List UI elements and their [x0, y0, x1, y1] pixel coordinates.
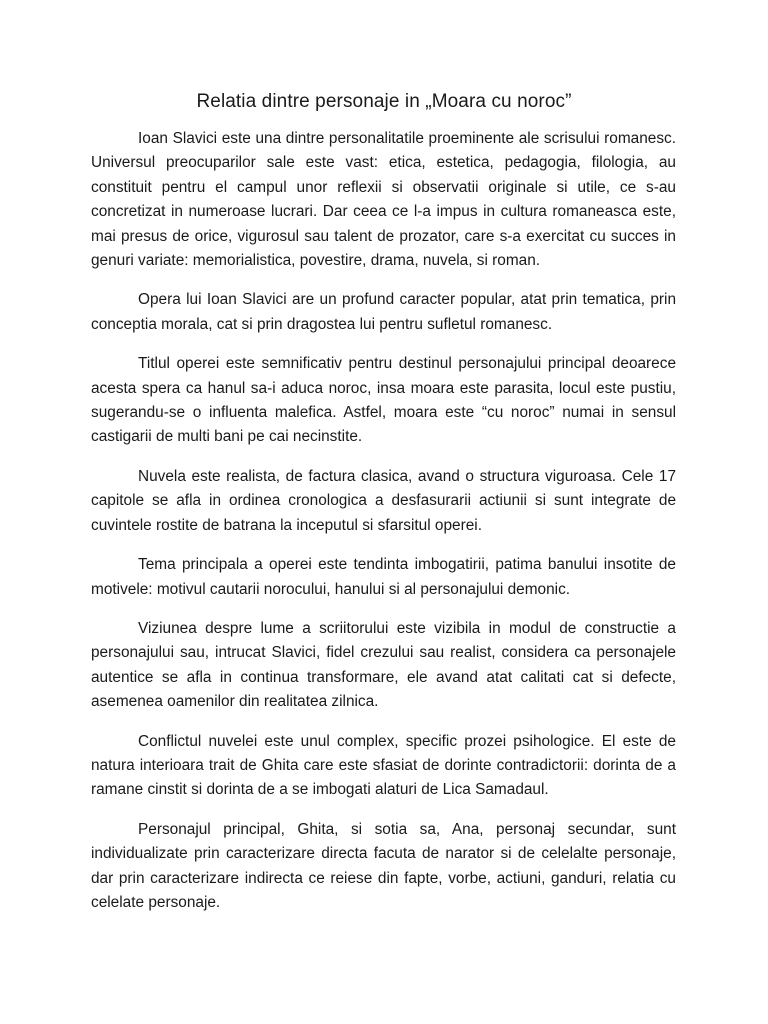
paragraph-5: Tema principala a operei este tendinta imbogatirii, patima banului insotite de motivele: motivul cautarii norocului, hanului si al personajului demonic.	[91, 556, 676, 598]
document-title: Relatia dintre personaje in „Moara cu noroc”	[196, 91, 572, 112]
paragraph-4: Nuvela este realista, de factura clasica, avand o structura viguroasa. Cele 17 capitole se afla in ordinea cronologica a desfasurarii actiunii si sunt integrate de cuvintele rostite de batrana la inceputul si sfarsitul operei.	[91, 467, 676, 534]
paragraph-6: Viziunea despre lume a scriitorului este vizibila in modul de constructie a personajului sau, intrucat Slavici, fidel crezului sau realist, considera ca personajele autentice se afla in continua transformare, ele avand atat calitati cat si defecte, asemenea oamenilor din realitatea zilnica.	[91, 619, 676, 711]
paragraph-7: Conflictul nuvelei este unul complex, specific prozei psihologice. El este de natura interioara trait de Ghita care este sfasiat de dorinte contradictorii: dorinta de a ramane cinstit si dorinta de a se imbogati alaturi de Lica Samadaul.	[91, 732, 676, 799]
paragraph-8: Personajul principal, Ghita, si sotia sa, Ana, personaj secundar, sunt individualizate prin caracterizare directa facuta de narator si de celelalte personaje, dar prin caracterizare indirecta ce reiese din fapte, vorbe, actiuni, ganduri, relatia cu celelate personaje.	[91, 820, 676, 911]
paragraph-1: Ioan Slavici este una dintre personalitatile proeminente ale scrisului romanesc. Universul preocuparilor sale este vast: etica, estetica, pedagogia, filologia, au constituit pentru el campul unor reflexii si observatii originale si utile, ce s-au concretizat in numeroase lucrari. Dar ceea ce l-a impus in cultura romaneasca este, mai presus de orice, vigurosul sau talent de prozator, care s-a exercitat cu succes in genuri variate: memorialistica, povestire, drama, nuvela, si roman.	[91, 130, 676, 270]
document-body	[91, 127, 676, 930]
paragraph-3: Titlul operei este semnificativ pentru destinul personajului principal deoarece acesta spera ca hanul sa-i aduca noroc, insa moara este parasita, locul este pustiu, sugerandu-se o influenta malefica. Astfel, moara este “cu noroc” numai in sensul castigarii de multi bani pe cai necinstite.	[91, 355, 676, 446]
paragraph-2: Opera lui Ioan Slavici are un profund caracter popular, atat prin tematica, prin conceptia morala, cat si prin dragostea lui pentru sufletul romanesc.	[91, 291, 676, 333]
